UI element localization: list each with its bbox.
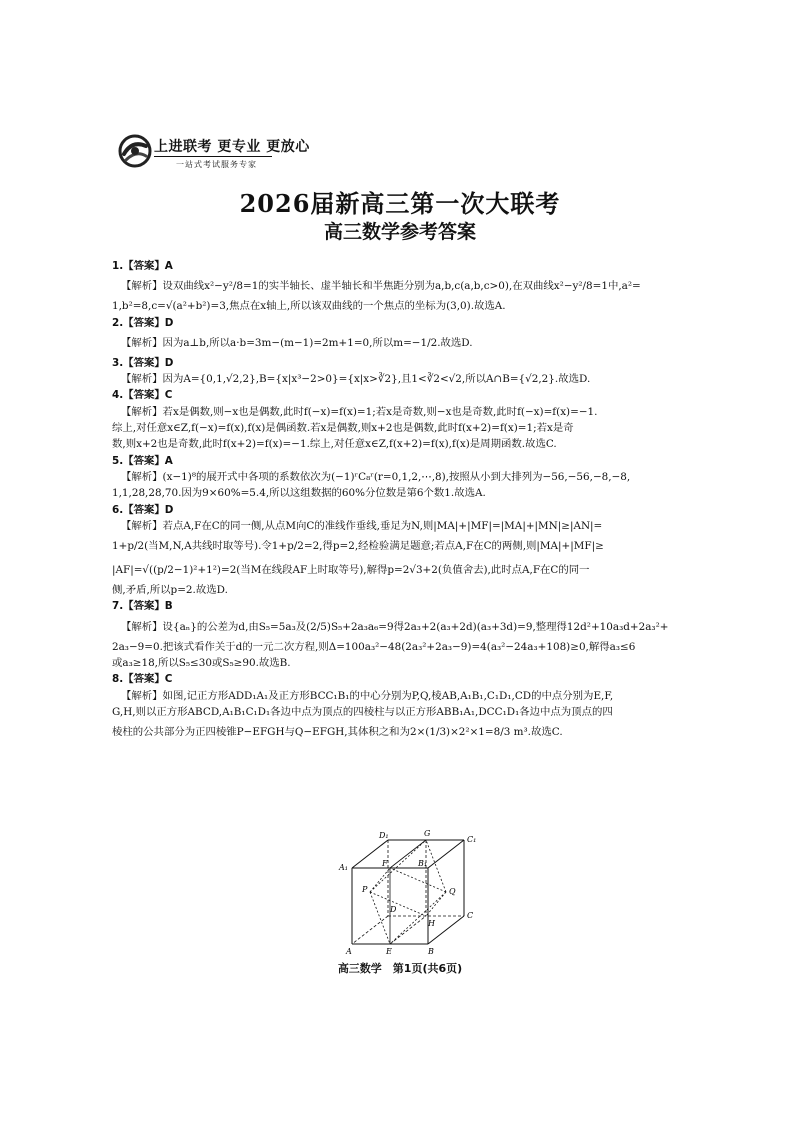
explanation-line: 【解析】如图,记正方形ADD₁A₁及正方形BCC₁B₁的中心分别为P,Q,棱AB,A₁B₁,C₁D₁,CD的中点分别为E,F, bbox=[121, 689, 614, 702]
question-block bbox=[112, 598, 692, 671]
answer-line: 8.【答案】C bbox=[112, 673, 173, 686]
explanation-line: |AF|=√((p/2−1)²+1²)=2(当M在线段AF上时取等号),解得p=2√3+2(负值舍去),此时点A,F在C的同一 bbox=[112, 564, 590, 577]
logo-swirl-icon bbox=[118, 134, 152, 168]
explanation-line: 综上,对任意x∈Z,f(−x)=f(x),f(x)是偶函数.若x是偶数,则x+2也是偶数,此时f(x+2)=f(x)=1;若x是奇 bbox=[112, 422, 574, 435]
question-block bbox=[112, 671, 692, 744]
cube-edges bbox=[352, 840, 464, 944]
page-subtitle: 高三数学参考答案 bbox=[323, 221, 476, 243]
answer-line: 7.【答案】B bbox=[112, 600, 173, 613]
explanation-line: 【解析】若点A,F在C的同一侧,从点M向C的准线作垂线,垂足为N,则|MA|+|MF|=|MA|+|MN|≥|AN|= bbox=[121, 519, 603, 532]
explanation-line: 或a₃≥18,所以S₅≤30或S₅≥90.故选B. bbox=[112, 657, 291, 670]
header-logo bbox=[118, 132, 318, 176]
hidden-edges bbox=[352, 840, 464, 944]
label-P: P bbox=[362, 885, 368, 894]
explanation-line: G,H,则以正方形ABCD,A₁B₁C₁D₁各边中点为顶点的四棱柱与以正方形ABB₁A₁,DCC₁D₁各边中点为顶点的四 bbox=[112, 705, 613, 718]
explanation-line: 1,1,28,28,70.因为9×60%=5.4,所以这组数据的60%分位数是第6个数1.故选A. bbox=[112, 487, 486, 500]
explanation-line: 【解析】因为A={0,1,√2,2},B={x|x³−2>0}={x|x>∛2},且1<∛2<√2,所以A∩B={√2,2}.故选D. bbox=[121, 373, 591, 386]
logo-slogan: 上进联考 更专业 更放心 bbox=[154, 139, 310, 155]
label-G: G bbox=[424, 829, 431, 838]
pyramid-edges bbox=[370, 840, 446, 944]
label-H: H bbox=[428, 919, 435, 928]
label-C: C bbox=[467, 911, 474, 920]
explanation-line: 【解析】设双曲线x²−y²/8=1的实半轴长、虚半轴长和半焦距分别为a,b,c(a,b,c>0),在双曲线x²−y²/8=1中,a²= bbox=[121, 280, 641, 293]
question-block bbox=[112, 315, 692, 355]
answer-line: 2.【答案】D bbox=[112, 316, 174, 329]
label-A: A bbox=[346, 947, 352, 956]
label-A1: A₁ bbox=[339, 863, 348, 872]
question-block bbox=[112, 453, 692, 502]
answer-line: 5.【答案】A bbox=[112, 454, 173, 467]
label-B1: B₁ bbox=[418, 859, 428, 868]
logo-divider bbox=[154, 156, 272, 157]
explanation-line: 棱柱的公共部分为正四棱锥P−EFGH与Q−EFGH,其体积之和为2×(1/3)×2²×1=8/3 m³.故选C. bbox=[112, 726, 563, 739]
question-block bbox=[112, 387, 692, 452]
explanation-line: 1+p/2(当M,N,A共线时取等号).令1+p/2=2,得p=2,经检验满足题意;若点A,F在C的两侧,则|MA|+|MF|≥ bbox=[112, 540, 604, 553]
answer-line: 1.【答案】A bbox=[112, 260, 173, 272]
cube-diagram bbox=[328, 828, 488, 960]
logo-tagline: 一站式考试服务专家 bbox=[176, 160, 257, 169]
label-D1: D₁ bbox=[379, 831, 389, 840]
answer-line: 4.【答案】C bbox=[112, 389, 173, 402]
explanation-line: 2a₃−9=0.把该式看作关于d的一元二次方程,则Δ=100a₃²−48(2a₃²+2a₃−9)=4(a₃²−24a₃+108)≥0,解得a₃≤6 bbox=[112, 640, 636, 653]
answer-line: 3.【答案】D bbox=[112, 356, 174, 369]
explanation-line: 【解析】设{aₙ}的公差为d,由S₅=5a₃及(2/5)S₅+2a₃a₆=9得2a₃+2(a₃+2d)(a₃+3d)=9,整理得12d²+10a₃d+2a₃²+ bbox=[121, 620, 669, 633]
label-D: D bbox=[390, 905, 397, 914]
explanation-line: 1,b²=8,c=√(a²+b²)=3,焦点在x轴上,所以该双曲线的一个焦点的坐标为(3,0).故选A. bbox=[112, 300, 506, 313]
answer-line: 6.【答案】D bbox=[112, 503, 174, 516]
page-footer: 高三数学 第1页(共6页) bbox=[337, 962, 463, 975]
label-E: E bbox=[386, 947, 392, 956]
label-Q: Q bbox=[449, 887, 456, 896]
question-block bbox=[112, 502, 692, 599]
explanation-line: 侧,矛盾,所以p=2.故选D. bbox=[112, 584, 228, 597]
page-title: 2026届新高三第一次大联考 bbox=[239, 189, 561, 218]
label-C1: C₁ bbox=[467, 835, 477, 844]
explanation-line: 数,则x+2也是奇数,此时f(x+2)=f(x)=−1.综上,对任意x∈Z,f(x+2)=f(x),f(x)是周期函数.故选C. bbox=[112, 438, 557, 451]
question-block bbox=[112, 258, 692, 315]
answer-list bbox=[112, 258, 692, 744]
label-F: F bbox=[382, 859, 388, 868]
explanation-line: 【解析】若x是偶数,则−x也是偶数,此时f(−x)=f(x)=1;若x是奇数,则−x也是奇数,此时f(−x)=f(x)=−1. bbox=[121, 405, 598, 418]
explanation-line: 【解析】因为a⊥b,所以a·b=3m−(m−1)=2m+1=0,所以m=−1/2.故选D. bbox=[121, 336, 473, 349]
explanation-line: 【解析】(x−1)⁸的展开式中各项的系数依次为(−1)ʳC₈ʳ(r=0,1,2,⋯,8),按照从小到大排列为−56,−56,−8,−8, bbox=[121, 470, 631, 483]
question-block bbox=[112, 355, 692, 388]
label-B: B bbox=[428, 947, 434, 956]
